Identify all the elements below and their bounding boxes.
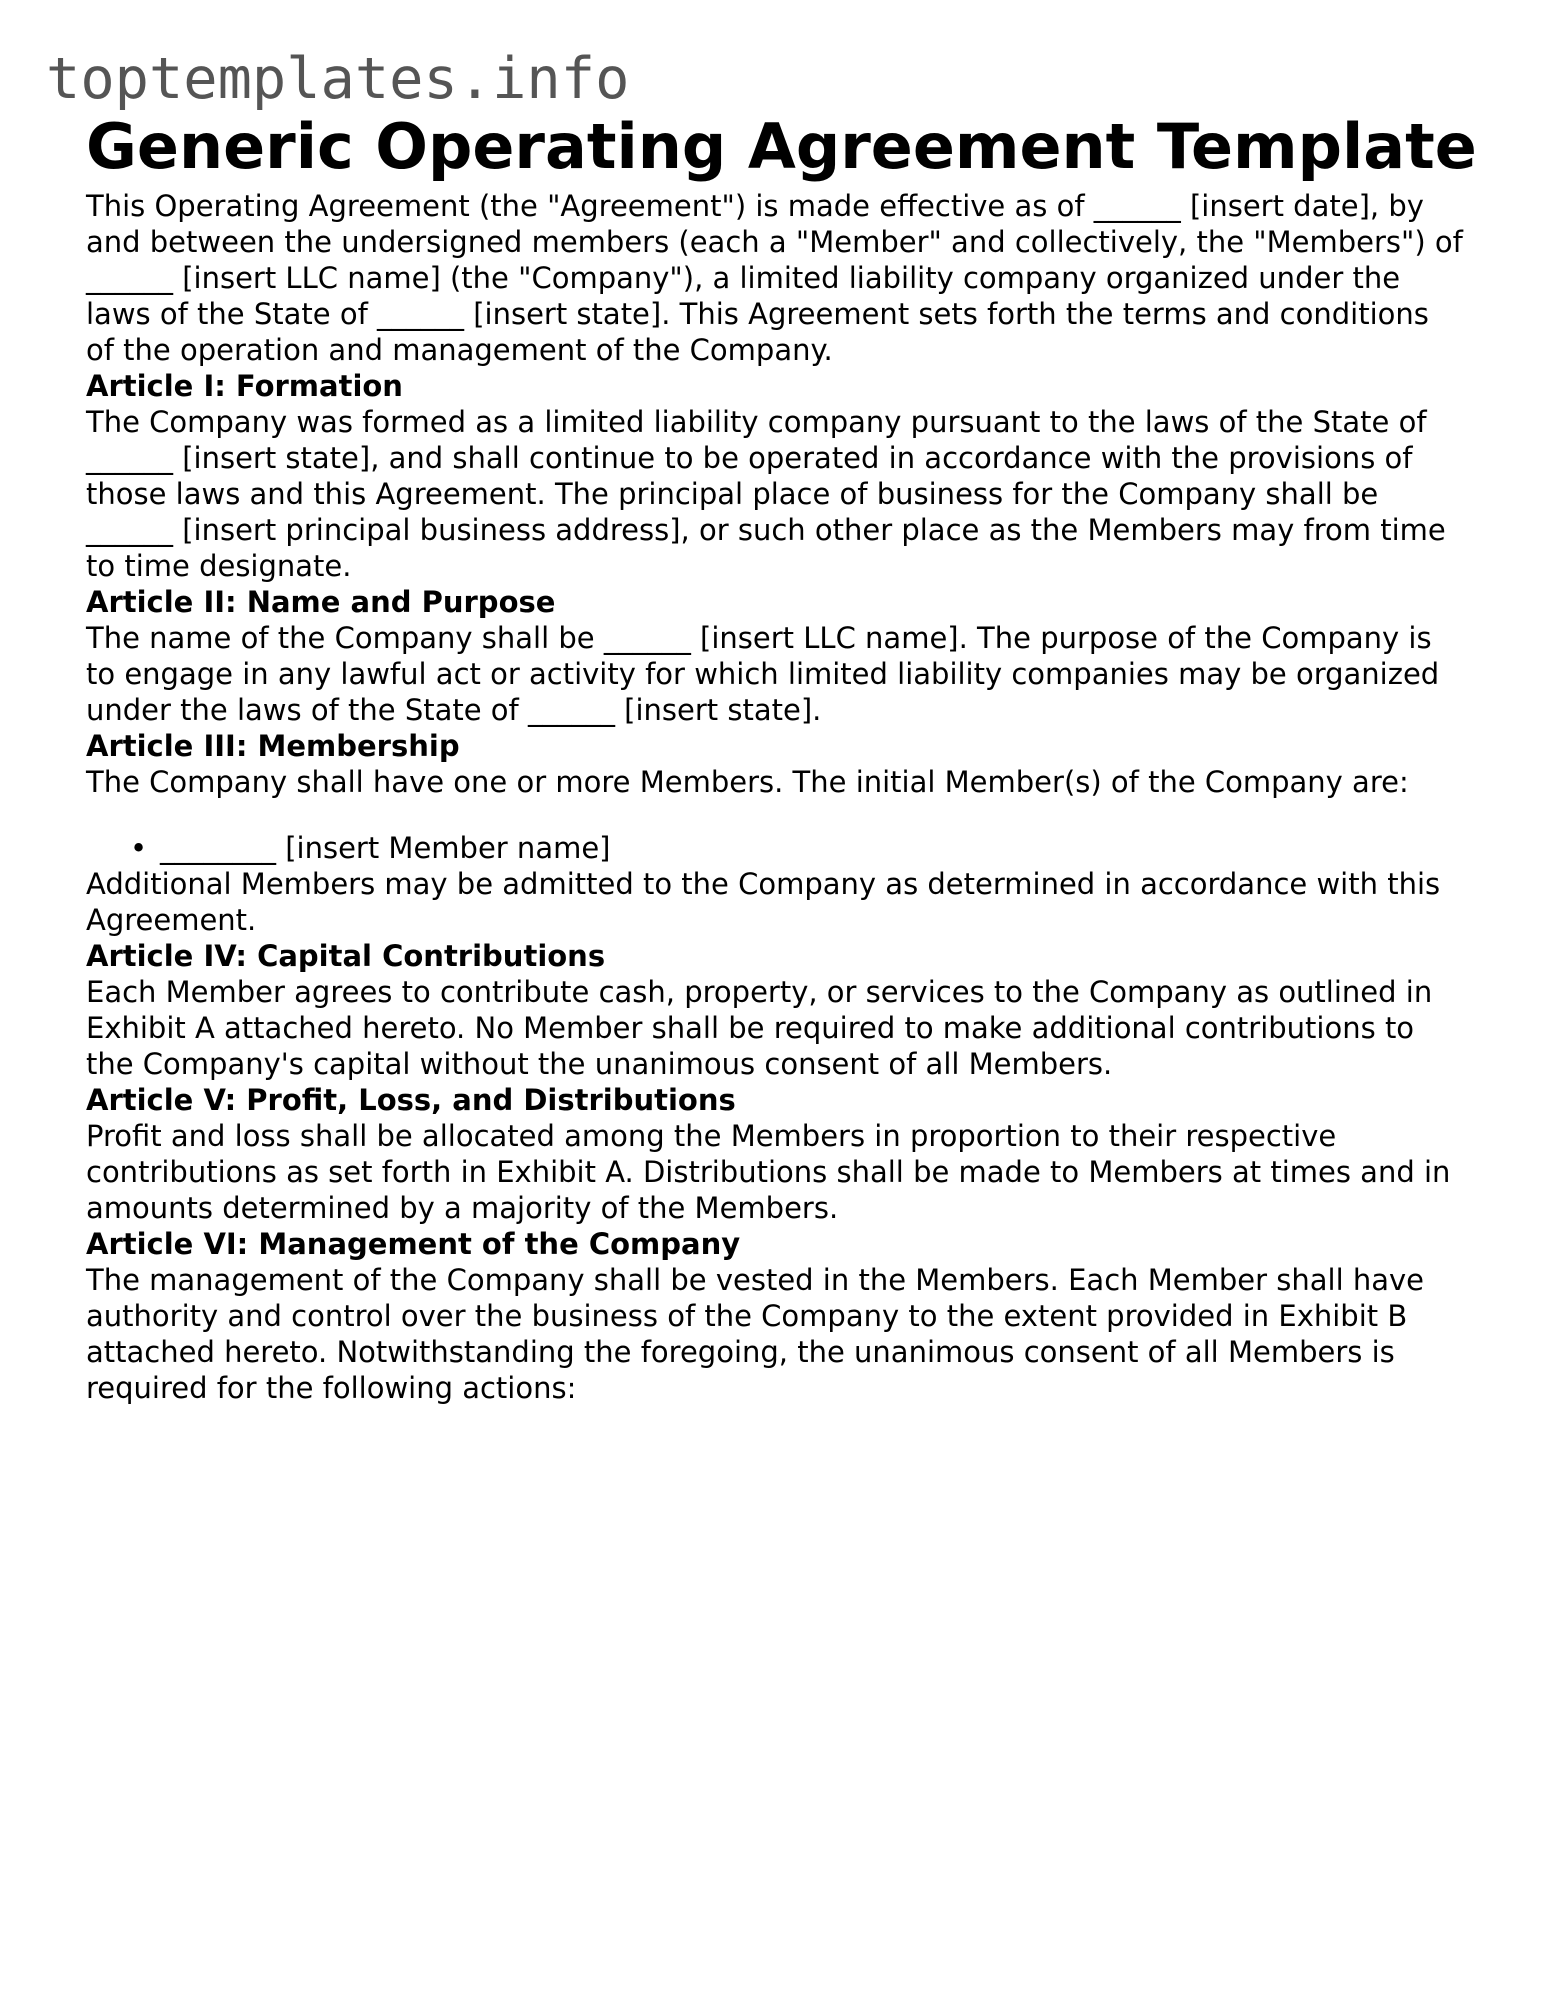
- article-3-body: The Company shall have one or more Members. The initial Member(s) of the Company are:: [86, 765, 1409, 799]
- article-1-body: The Company was formed as a limited liability company pursuant to the laws of the State of ______ [insert state], and shall continue to be operated in accordance with the provisions of those laws and this Agreement. The principal place of business for the Company shall be ______ [insert principal business address], or such other place as the Members may from time to time designate.: [86, 405, 1446, 583]
- member-list: [86, 830, 1466, 866]
- article-5-heading: Article V: Profit, Loss, and Distributions: [86, 1083, 736, 1117]
- watermark-text: toptemplates.info: [46, 46, 630, 112]
- document-title: Generic Operating Agreement Template: [86, 110, 1477, 183]
- article-2-body: The name of the Company shall be ______ [insert LLC name]. The purpose of the Company is to engage in any lawful act or activity for which limited liability companies may be organized under the laws of the State of ______ [insert state].: [86, 621, 1440, 727]
- intro-paragraph: This Operating Agreement (the "Agreement") is made effective as of ______ [insert date], by and between the undersigned members (each a "Member" and collectively, the "Members") of ______ [insert LLC name] (the "Company"), a limited liability company organized under the laws of the State of ______ [insert state]. This Agreement sets forth the terms and conditions of the operation and management of the Company.: [86, 189, 1463, 367]
- member-name-placeholder: ________ [insert Member name]: [160, 831, 611, 865]
- article-5-body: Profit and loss shall be allocated among the Members in proportion to their respective contributions as set forth in Exhibit A. Distributions shall be made to Members at times and in amounts determined by a majority of the Members.: [86, 1119, 1451, 1225]
- article-3-heading: Article III: Membership: [86, 729, 460, 763]
- article-4-body: Each Member agrees to contribute cash, property, or services to the Company as outlined in Exhibit A attached hereto. No Member shall be required to make additional contributions to the Company's capital without the unanimous consent of all Members.: [86, 975, 1433, 1081]
- article-1-heading: Article I: Formation: [86, 369, 403, 403]
- article-4-heading: Article IV: Capital Contributions: [86, 939, 606, 973]
- bullet-icon: •: [130, 831, 148, 865]
- document-page: [86, 106, 1477, 1406]
- article-3-after: Additional Members may be admitted to the Company as determined in accordance with this Agreement.: [86, 867, 1441, 937]
- article-2-heading: Article II: Name and Purpose: [86, 585, 556, 619]
- article-6-body: The management of the Company shall be vested in the Members. Each Member shall have authority and control over the business of the Company to the extent provided in Exhibit B attached hereto. Notwithstanding the foregoing, the unanimous consent of all Members is required for the following actions:: [86, 1263, 1424, 1405]
- list-item: [130, 830, 1466, 866]
- article-6-heading: Article VI: Management of the Company: [86, 1227, 741, 1261]
